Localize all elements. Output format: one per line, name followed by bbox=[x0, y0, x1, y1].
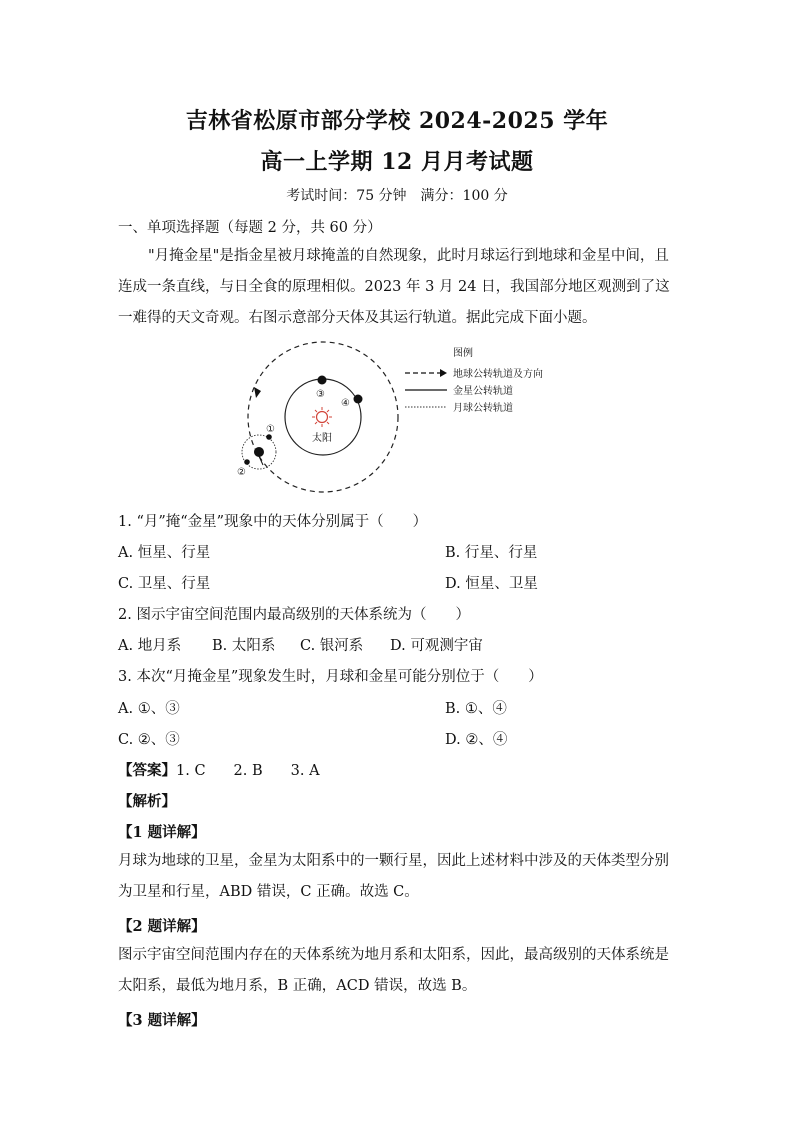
legend-earth-orbit bbox=[405, 367, 543, 380]
sun-label: 太阳 bbox=[312, 433, 332, 444]
orbit-diagram bbox=[230, 340, 570, 498]
venus-position-4 bbox=[354, 395, 363, 404]
answer-1: 1. C bbox=[176, 763, 206, 779]
earth-orbit bbox=[248, 342, 398, 492]
explanation-1-header: 【1 题详解】 bbox=[118, 824, 206, 841]
explanation-2-text: 图示宇宙空间范围内存在的天体系统为地月系和太阳系，因此，最高级别的天体系统是太阳系，最低为地月系，B 正确，ACD 错误，故选 B。 bbox=[118, 947, 669, 994]
marker-1: ① bbox=[266, 424, 275, 435]
q3-option-a: A. ①、③ bbox=[118, 701, 180, 717]
q2-option-b: B. 太阳系 bbox=[212, 638, 276, 654]
exam-title-line2: 高一上学期 12 月月考试题 bbox=[260, 149, 534, 175]
explanation-2-header: 【2 题详解】 bbox=[118, 918, 206, 935]
analysis-label: 【解析】 bbox=[118, 793, 176, 810]
q1-option-d: D. 恒星、卫星 bbox=[445, 576, 538, 592]
question-3-stem: 3. 本次“月掩金星”现象发生时，月球和金星可能分别位于（ ） bbox=[118, 669, 543, 685]
q3-option-b: B. ①、④ bbox=[445, 701, 507, 717]
moon-position-2 bbox=[244, 459, 250, 465]
answer-3: 3. A bbox=[290, 763, 320, 779]
answer-2: 2. B bbox=[233, 763, 263, 779]
moon-position-1 bbox=[266, 434, 272, 440]
exam-info: 考试时间：75 分钟 满分：100 分 bbox=[286, 188, 508, 204]
q3-option-c: C. ②、③ bbox=[118, 732, 180, 748]
legend-venus-orbit bbox=[405, 384, 513, 397]
section-header: 一、单项选择题（每题 2 分，共 60 分） bbox=[118, 220, 382, 236]
intro-paragraph: "月掩金星"是指金星被月球掩盖的自然现象，此时月球运行到地球和金星中间，且连成一条直线，与日全食的原理相似。2023 年 3 月 24 日，我国部分地区观测到了这一难得的天文奇观。右图示意部分天体及其运行轨道。据此完成下面小题。 bbox=[118, 248, 670, 326]
marker-4: ④ bbox=[341, 398, 350, 409]
q2-option-d: D. 可观测宇宙 bbox=[390, 638, 483, 654]
svg-text:月球公转轨道: 月球公转轨道 bbox=[453, 403, 513, 414]
question-2-stem: 2. 图示宇宙空间范围内最高级别的天体系统为（ ） bbox=[118, 607, 470, 623]
svg-text:金星公转轨道: 金星公转轨道 bbox=[453, 386, 513, 397]
answer-row bbox=[118, 759, 320, 780]
q3-option-d: D. ②、④ bbox=[445, 732, 508, 748]
explanation-1-text: 月球为地球的卫星，金星为太阳系中的一颗行星，因此上述材料中涉及的天体类型分别为卫星和行星，ABD 错误，C 正确。故选 C。 bbox=[118, 853, 669, 900]
answer-label: 【答案】 bbox=[118, 762, 176, 779]
explanation-3-header: 【3 题详解】 bbox=[118, 1012, 206, 1029]
q1-option-b: B. 行星、行星 bbox=[445, 545, 538, 561]
legend-title: 图例 bbox=[453, 348, 473, 359]
exam-title-line1: 吉林省松原市部分学校 2024-2025 学年 bbox=[185, 108, 609, 134]
question-1-stem: 1. “月”掩“金星”现象中的天体分别属于（ ） bbox=[118, 514, 428, 530]
q2-option-a: A. 地月系 bbox=[118, 638, 182, 654]
svg-text:地球公转轨道及方向: 地球公转轨道及方向 bbox=[453, 369, 543, 380]
sun-icon bbox=[312, 407, 332, 427]
venus-position-3 bbox=[318, 376, 327, 385]
marker-3: ③ bbox=[316, 389, 325, 400]
q1-option-c: C. 卫星、行星 bbox=[118, 576, 211, 592]
orbit-direction-arrow bbox=[254, 387, 261, 398]
q1-option-a: A. 恒星、行星 bbox=[118, 545, 211, 561]
q2-option-c: C. 银河系 bbox=[300, 638, 364, 654]
legend-moon-orbit bbox=[405, 401, 513, 414]
marker-2: ② bbox=[237, 467, 246, 478]
